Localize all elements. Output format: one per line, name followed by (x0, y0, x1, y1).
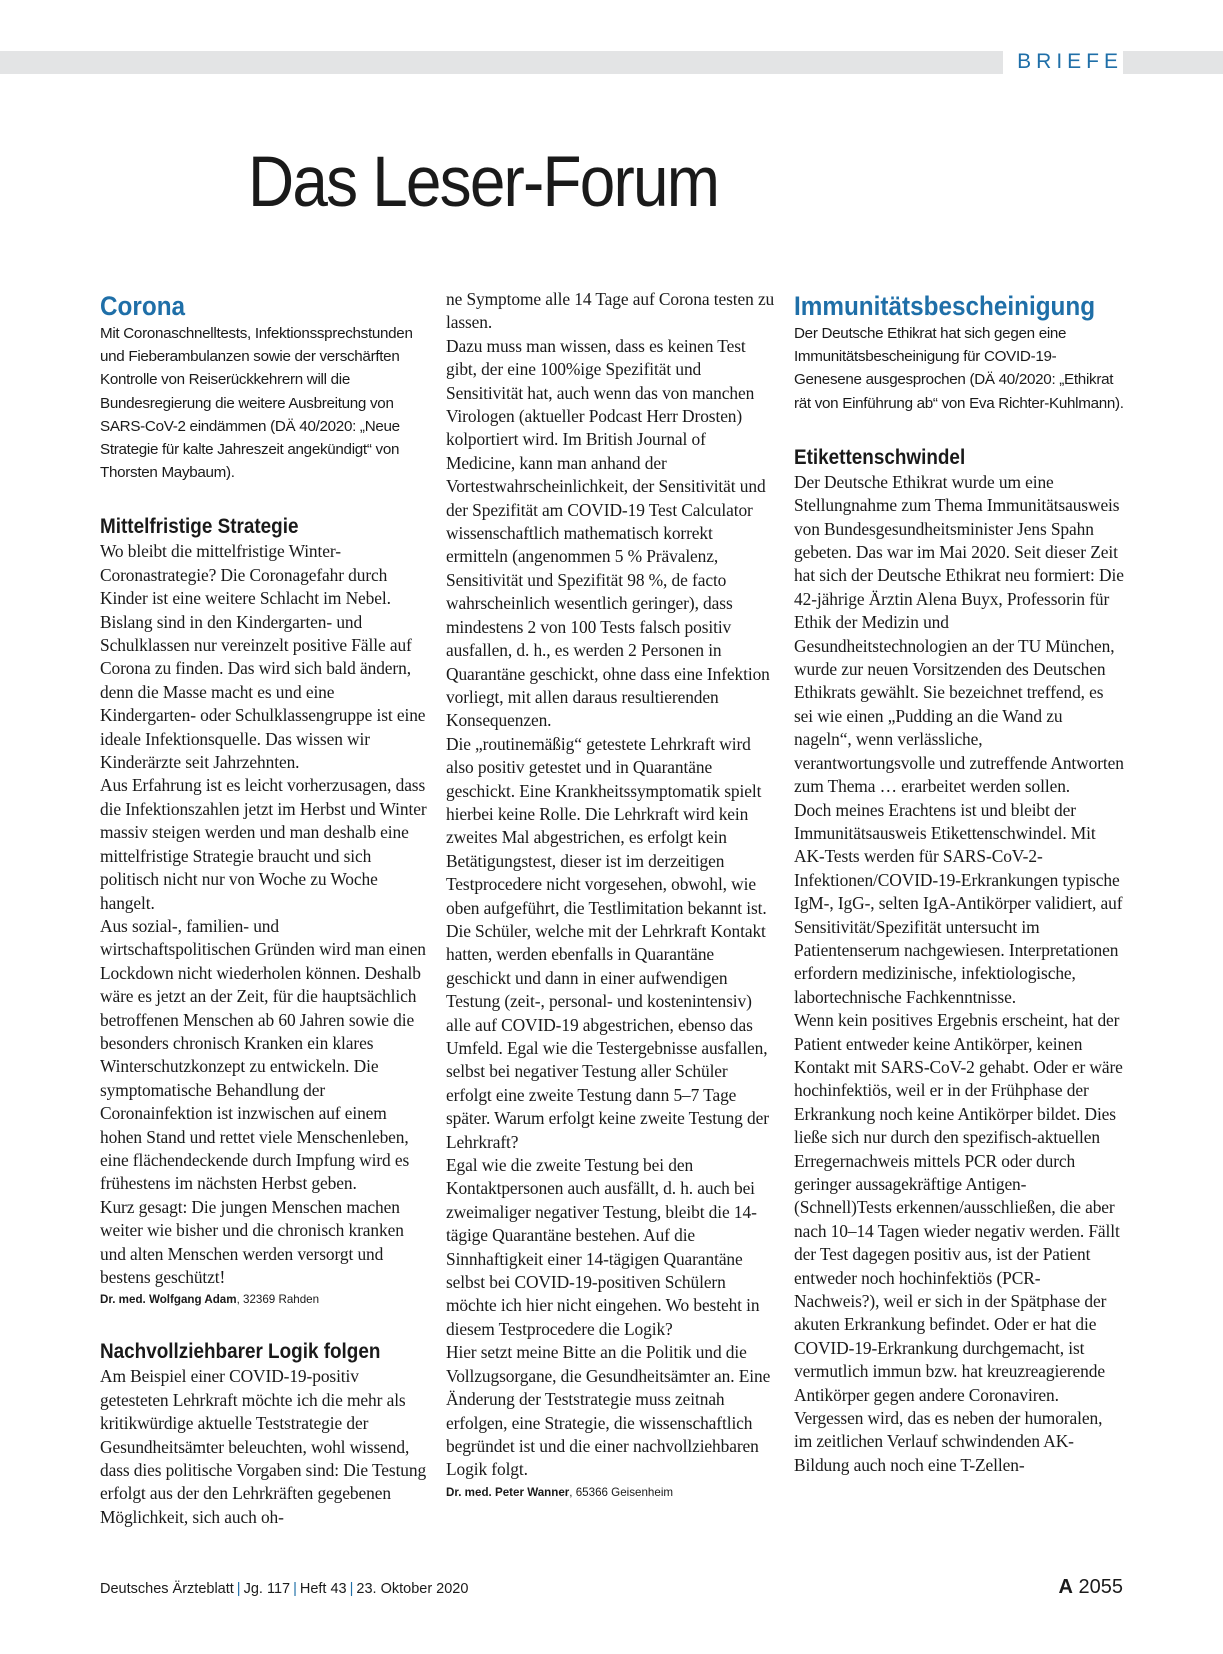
column-1 (100, 290, 430, 1529)
letter-paragraph: Hier setzt meine Bitte an die Politik und die Vollzugsorgane, die Gesundheitsämter an. Eine Änderung der Teststrategie muss zeitnah erfolgen, eine Strategie, die wissenschaftlich begründet ist und die einer nachvollziehbaren Logik folgt. (446, 1342, 771, 1480)
letter-paragraph: Dazu muss man wissen, dass es keinen Test gibt, der eine 100%ige Spezifität und Sensitivität hat, auch wenn das von manchen Virologen (aktueller Podcast Herr Drosten) kolportiert wird. Im British Journal of Medicine, kann man anhand der Vortestwahrscheinlichkeit, der Sensitivität und der Spezifität am COVID-19 Test Calculator wissenschaftlich mathematisch korrekt ermitteln (angenommen 5 % Prävalenz, Sensitivität und Spezifität 98 %, de facto wahrscheinlich wesentlich geringer), dass mindestens 2 von 100 Tests falsch positiv ausfallen, d. h., es werden 2 Personen in Quarantäne geschickt, ohne dass eine Infektion vorliegt, mit allen daraus resultierenden Konsequenzen. (446, 335, 770, 731)
topic-intro: Mit Coronaschnelltests, Infektionssprechstunden und Fieberambulanzen sowie der verschärften Kontrolle von Reiserückkehrern will die Bundesregierung die weitere Ausbreitung von SARS-CoV-2 eindämmen (DÄ 40/2020: „Neue Strategie für kalte Jahreszeit angekündigt“ von Thorsten Maybaum). (100, 325, 413, 482)
letter-heading: Nachvollziehbarer Logik folgen (100, 1340, 381, 1364)
letter-paragraph: Wenn kein positives Ergebnis erscheint, hat der Patient entweder keine Antikörper, keinen Kontakt mit SARS-CoV-2 gehabt. Oder er wäre hochinfektiös, weil er in der Frühphase der Erkrankung noch keine Antikörper bildet. Dies ließe sich nur durch den spezifisch-aktuellen Erregernachweis mittels PCR oder durch geringer aussagekräftige Antigen-(Schnell)Tests erkennen/ausschließen, die aber nach 10–14 Tagen wieder negativ werden. Fällt der Test dagegen positiv aus, ist der Patient entweder noch hochinfektiös (PCR-Nachweis?), weil er sich in der Spätphase der akuten Erkrankung befindet. Oder er hat die COVID-19-Erkrankung durchgemacht, ist vermutlich immun bzw. hat kreuzreagierende Antikörper gegen andere Coronaviren. Vergessen wird, das es neben der humoralen, im zeitlichen Verlauf schwindenden AK-Bildung auch noch eine T-Zellen- (794, 1010, 1123, 1475)
publication-name: Deutsches Ärzteblatt (100, 1581, 234, 1597)
author-name: Dr. med. Peter Wanner (446, 1485, 570, 1499)
issue: Heft 43 (299, 1581, 347, 1597)
topic-heading-immunitaet: Immunitätsbescheinigung (794, 291, 1096, 321)
column-2 (446, 288, 776, 1502)
page-prefix: A (1058, 1576, 1073, 1598)
letter-paragraph: ne Symptome alle 14 Tage auf Corona testen zu lassen. (446, 289, 775, 333)
author-name: Dr. med. Wolfgang Adam (100, 1293, 237, 1307)
author-location: , 32369 Rahden (236, 1293, 320, 1307)
author-location: , 65366 Geisenheim (569, 1485, 674, 1499)
topic-heading-corona: Corona (100, 291, 186, 321)
letter-heading: Etikettenschwindel (794, 445, 966, 469)
letter-paragraph: Doch meines Erachtens ist und bleibt der Immunitätsausweis Etikettenschwindel. Mit AK-Tests werden für SARS-CoV-2-Infektionen/COVID-19-Erkrankungen typische IgM-, IgG-, selten IgA-Antikörper validiert, auf Sensitivität/Spezifität untersucht im Patientenserum nachgewiesen. Interpretationen erfordern medizinische, infektiologische, labortechnische Fachkenntnisse. (794, 799, 1123, 1007)
column-3 (794, 290, 1124, 1477)
letter-heading: Mittelfristige Strategie (100, 515, 299, 539)
page-number (1058, 1576, 1123, 1599)
letter-paragraph: Aus sozial-, familien- und wirtschaftspolitischen Gründen wird man einen Lockdown nicht wiederholen können. Deshalb wäre es jetzt an der Zeit, für die hauptsächlich betroffenen Menschen ab 60 Jahren sowie die besonders chronisch Kranken ein klares Winterschutzkonzept zu entwickeln. Die symptomatische Behandlung der Coronainfektion ist inzwischen auf einem hohen Stand und rettet viele Menschenleben, eine flächendeckende durch Impfung wird es frühestens im nächsten Herbst geben. (100, 915, 426, 1194)
footer-separator: | (236, 1581, 241, 1597)
letter-paragraph: Die Schüler, welche mit der Lehrkraft Kontakt hatten, werden ebenfalls in Quarantäne geschickt und dann in einer aufwendigen Testung (zeit-, personal- und kostenintensiv) alle auf COVID-19 abgestrichen, ebenso das Umfeld. Egal wie die Testergebnisse ausfallen, selbst bei negativer Testung aller Schüler erfolgt eine zweite Testung dann 5–7 Tage später. Warum erfolgt keine zweite Testung der Lehrkraft? (446, 920, 769, 1152)
letter-paragraph: Am Beispiel einer COVID-19-positiv getesteten Lehrkraft möchte ich die mehr als kritikwürdige aktuelle Teststrategie der Gesundheitsämter beleuchten, wohl wissend, dass dies politische Vorgaben sind: Die Testung erfolgt aus der den Lehrkräften gegebenen Möglichkeit, sich auch oh- (100, 1366, 427, 1527)
letter-paragraph: Der Deutsche Ethikrat wurde um eine Stellungnahme zum Thema Immunitätsausweis von Bundesgesundheitsminister Jens Spahn gebeten. Das war im Mai 2020. Seit dieser Zeit hat sich der Deutsche Ethikrat neu formiert: Die 42-jährige Ärztin Alena Buyx, Professorin für Ethik der Medizin und Gesundheitstechnologien an der TU München, wurde zur neuen Vorsitzenden des Deutschen Ethikrats gewählt. Sie bezeichnet treffend, es sei wie einen „Pudding an die Wand zu nageln“, wenn verlässliche, verantwortungsvolle und zutreffende Antworten zum Thema … erarbeitet werden sollen. (794, 471, 1124, 797)
topic-intro: Der Deutsche Ethikrat hat sich gegen eine Immunitätsbescheinigung für COVID-19-Genesene ausgesprochen (DÄ 40/2020: „Ethikrat rät von Einführung ab“ von Eva Richter-Kuhlmann). (794, 325, 1124, 412)
letter-paragraph: Die „routinemäßig“ getestete Lehrkraft wird also positiv getestet und in Quarantäne geschickt. Eine Krankheitssymptomatik spielt hierbei keine Rolle. Die Lehrkraft wird kein zweites Mal abgestrichen, es erfolgt kein Betätigungstest, dieser ist im derzeitigen Testprocedere nicht vorgesehen, obwohl, wie oben aufgeführt, die Testlimitation bekannt ist. (446, 733, 767, 918)
letter-paragraph: Egal wie die zweite Testung bei den Kontaktpersonen auch ausfällt, d. h. auch bei zweimaliger negativer Testung, bleibt die 14-tägige Quarantäne bestehen. Auf die Sinnhaftigkeit einer 14-tägigen Quarantäne selbst bei COVID-19-positiven Schülern möchte ich hier nicht eingehen. Wo besteht in diesem Testprocedere die Logik? (446, 1155, 760, 1339)
letter-paragraph: Wo bleibt die mittelfristige Winter-Coronastrategie? Die Coronagefahr durch Kinder ist eine weitere Schlacht im Nebel. Bislang sind in den Kindergarten- und Schulklassen nur vereinzelt positive Fälle auf Corona zu finden. Das wird sich bald ändern, denn die Masse macht es und eine Kindergarten- oder Schulklassengruppe ist eine ideale Infektionsquelle. Das wissen wir Kinderärzte seit Jahrzehnten. (100, 541, 426, 773)
letter-paragraph: Kurz gesagt: Die jungen Menschen machen weiter wie bisher und die chronisch kranken und alten Menschen werden versorgt und bestens geschützt! (100, 1196, 404, 1288)
issue-date: 23. Oktober 2020 (356, 1581, 469, 1597)
footer-separator: | (293, 1581, 297, 1597)
section-label: BRIEFE (1003, 49, 1123, 75)
author-signature (100, 1291, 430, 1309)
page-title: Das Leser-Forum (248, 143, 719, 222)
page-number-value: 2055 (1078, 1576, 1123, 1598)
footer-citation (100, 1581, 468, 1597)
volume: Jg. 117 (243, 1581, 291, 1597)
letter-paragraph: Aus Erfahrung ist es leicht vorherzusagen, dass die Infektionszahlen jetzt im Herbst und Winter massiv steigen werden und man deshalb eine mittelfristige Strategie braucht und sich politisch nicht nur von Woche zu Woche hangelt. (100, 775, 427, 913)
author-signature (446, 1484, 776, 1502)
footer-separator: | (349, 1581, 354, 1597)
